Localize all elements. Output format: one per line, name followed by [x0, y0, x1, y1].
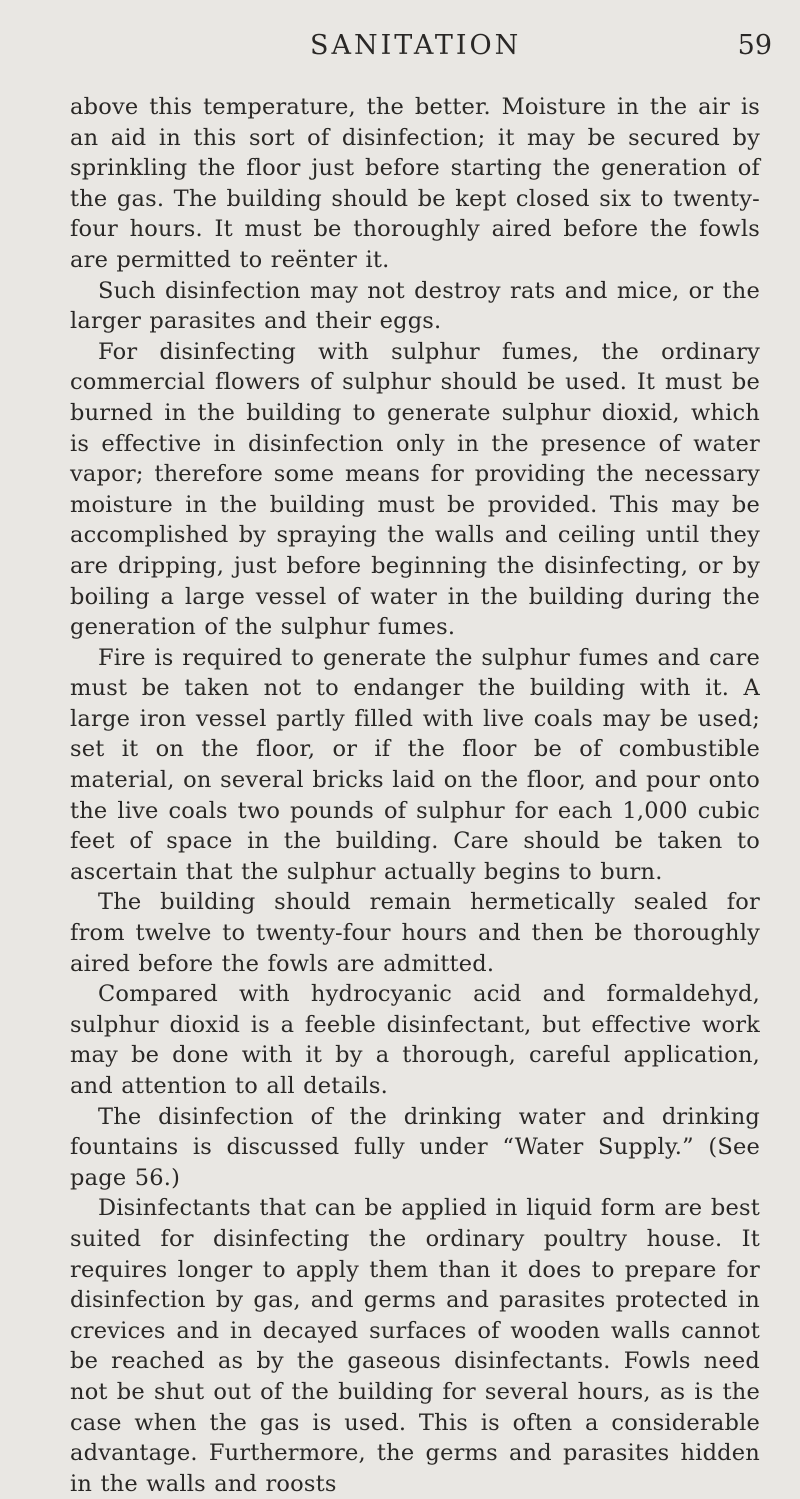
paragraph: The disinfection of the drinking water and drinking fountains is discussed fully under “Water Supply.” (See page 56.)	[70, 1103, 760, 1191]
body-text	[70, 92, 760, 1499]
paragraph-continued: above this temperature, the better. Moisture in the air is an aid in this sort of disinfection; it may be secured by sprinkling the floor just before starting the generation of the gas. The building should be kept closed six to twenty-four hours. It must be thoroughly aired before the fowls are permitted to reënter it.	[70, 94, 760, 273]
page-header	[0, 30, 800, 70]
running-title: SANITATION	[310, 30, 522, 61]
paragraph: The building should remain hermetically sealed for from twelve to twenty-four hours and then be thoroughly aired before the fowls are admitted.	[70, 889, 760, 977]
paragraph: Disinfectants that can be applied in liquid form are best suited for disinfecting the ordinary poultry house. It requires longer to apply them than it does to prepare for disinfection by gas, and germs and parasites protected in crevices and in decayed surfaces of wooden walls cannot be reached as by the gaseous disinfectants. Fowls need not be shut out of the building for several hours, as is the case when the gas is used. This is often a considerable advantage. Furthermore, the germs and parasites hidden in the walls and roosts	[70, 1195, 760, 1497]
paragraph: Fire is required to generate the sulphur fumes and care must be taken not to endanger the building with it. A large iron vessel partly filled with live coals may be used; set it on the floor, or if the floor be of combustible material, on several bricks laid on the floor, and pour onto the live coals two pounds of sulphur for each 1,000 cubic feet of space in the building. Care should be taken to ascertain that the sulphur actually begins to burn.	[70, 644, 760, 885]
paragraph: For disinfecting with sulphur fumes, the ordinary commercial flowers of sulphur should be used. It must be burned in the building to generate sulphur dioxid, which is effective in disinfection only in the presence of water vapor; therefore some means for providing the necessary moisture in the building must be provided. This may be accomplished by spraying the walls and ceiling until they are dripping, just before beginning the disinfecting, or by boiling a large vessel of water in the building during the generation of the sulphur fumes.	[70, 338, 760, 641]
paragraph: Compared with hydrocyanic acid and formaldehyd, sulphur dioxid is a feeble disinfectant, but effective work may be done with it by a thorough, careful application, and attention to all details.	[70, 981, 760, 1099]
page-number: 59	[737, 30, 772, 61]
paragraph: Such disinfection may not destroy rats and mice, or the larger parasites and their eggs.	[70, 277, 760, 335]
